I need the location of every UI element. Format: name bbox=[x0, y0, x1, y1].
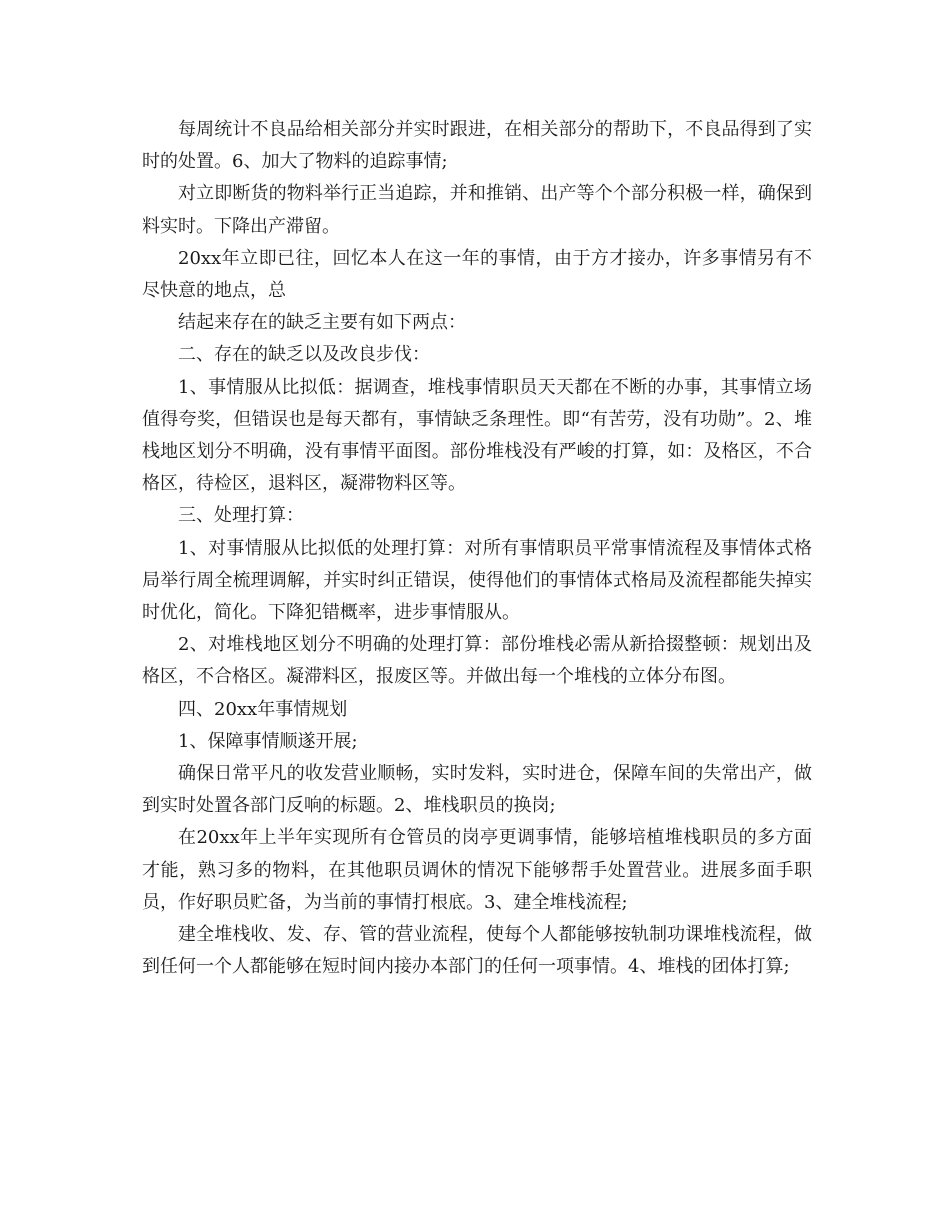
paragraph: 对立即断货的物料举行正当追踪，并和推销、出产等个个部分积极一样，确保到料实时。下降出产滞留。 bbox=[142, 183, 812, 237]
paragraph: 在20xx年上半年实现所有仓管员的岗亭更调事情，能够培植堆栈职员的多方面才能，熟习多的物料，在其他职员调休的情况下能够帮手处置营业。进展多面手职员，作好职员贮备，为当前的事情打根底。3、建全堆栈流程; bbox=[142, 827, 812, 913]
paragraph: 结起来存在的缺乏主要有如下两点： bbox=[178, 312, 466, 334]
paragraph: 1、保障事情顺遂开展; bbox=[178, 730, 358, 752]
section-heading: 二、存在的缺乏以及改良步伐： bbox=[178, 344, 430, 366]
paragraph: 20xx年立即已往，回忆本人在这一年的事情，由于方才接办，许多事情另有不尽快意的地点，总 bbox=[142, 247, 812, 302]
paragraph: 1、对事情服从比拟低的处理打算：对所有事情职员平常事情流程及事情体式格局举行周全梳理调解，并实时纠正错误，使得他们的事情体式格局及流程都能失掉实时优化，简化。下降犯错概率，进步事情服从。 bbox=[142, 537, 812, 624]
document-body bbox=[142, 114, 812, 983]
paragraph: 每周统计不良品给相关部分并实时跟进，在相关部分的帮助下，不良品得到了实时的处置。6、加大了物料的追踪事情; bbox=[142, 119, 812, 173]
paragraph: 建全堆栈收、发、存、管的营业流程，使每个人都能够按轨制功课堆栈流程，做到任何一个人都能够在短时间内接办本部门的任何一项事情。4、堆栈的团体打算; bbox=[142, 924, 812, 978]
section-heading: 三、处理打算： bbox=[178, 505, 304, 527]
paragraph: 1、事情服从比拟低：据调查，堆栈事情职员天天都在不断的办事，其事情立场值得夸奖，但错误也是每天都有，事情缺乏条理性。即“有苦劳，没有功勋”。2、堆栈地区划分不明确，没有事情平面图。部份堆栈没有严峻的打算，如：及格区，不合格区，待检区，退料区，凝滞物料区等。 bbox=[142, 376, 812, 495]
paragraph: 确保日常平凡的收发营业顺畅，实时发料，实时进仓，保障车间的失常出产，做到实时处置各部门反响的标题。2、堆栈职员的换岗; bbox=[142, 763, 812, 817]
section-heading: 四、20xx年事情规划 bbox=[178, 698, 348, 720]
paragraph: 2、对堆栈地区划分不明确的处理打算：部份堆栈必需从新拾掇整顿：规划出及格区，不合格区。凝滞料区，报废区等。并做出每一个堆栈的立体分布图。 bbox=[142, 634, 812, 688]
